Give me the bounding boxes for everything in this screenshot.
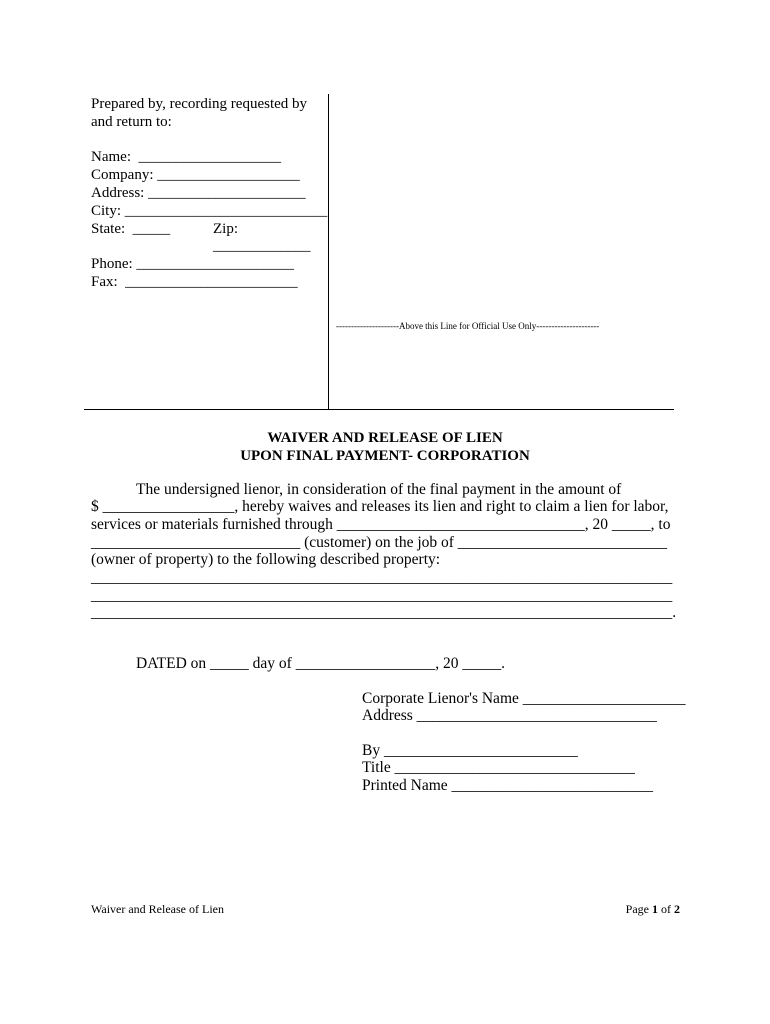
fax-field: Fax: _______________________	[91, 274, 298, 290]
by-signature-field: By _________________________	[362, 742, 578, 759]
body-line-1: The undersigned lienor, in consideration of the final payment in the amount of	[136, 481, 622, 498]
body-line-2: $ _________________, hereby waives and releases its lien and right to claim a lien for labor,	[91, 498, 669, 515]
document-title-line2: UPON FINAL PAYMENT- CORPORATION	[240, 448, 530, 464]
zip-label: Zip:	[213, 221, 238, 237]
corporate-lienor-name-field: Corporate Lienor's Name _____________________	[362, 690, 686, 707]
phone-field: Phone: _____________________	[91, 256, 294, 272]
page-word: Page	[625, 902, 649, 916]
printed-name-field: Printed Name __________________________	[362, 777, 654, 794]
body-line-3: services or materials furnished through ________________________________, 20 _____, to	[91, 516, 671, 533]
prepared-by-line1: Prepared by, recording requested by	[91, 96, 308, 112]
header-horizontal-divider	[84, 409, 674, 410]
total-pages: 2	[674, 902, 680, 916]
lienor-address-field: Address _______________________________	[362, 707, 657, 724]
name-field: Name: ___________________	[91, 149, 281, 165]
zip-field-line: _____________	[213, 238, 311, 254]
company-field: Company: ___________________	[91, 167, 300, 183]
address-field: Address: _____________________	[91, 185, 306, 201]
footer-page-number	[626, 902, 680, 916]
dated-line: DATED on _____ day of __________________, 20 _____.	[136, 655, 505, 672]
prepared-by-line2: and return to:	[91, 114, 172, 130]
current-page: 1	[652, 902, 658, 916]
of-word: of	[661, 902, 671, 916]
title-field: Title _______________________________	[362, 759, 635, 776]
official-use-notice: ---------------------Above this Line for Official Use Only---------------------	[336, 321, 600, 331]
city-field: City: ___________________________	[91, 203, 328, 219]
header-vertical-divider	[328, 94, 329, 410]
body-line-4: ___________________________ (customer) on the job of ___________________________	[91, 534, 668, 551]
property-blank-line-3: ___________________________________________________________________________.	[91, 604, 677, 621]
body-line-5: (owner of property) to the following described property:	[91, 551, 441, 568]
property-blank-line-2: ___________________________________________________________________________	[91, 587, 673, 604]
document-title-line1: WAIVER AND RELEASE OF LIEN	[267, 430, 503, 446]
state-field: State: _____	[91, 221, 171, 237]
property-blank-line-1: ___________________________________________________________________________	[91, 569, 673, 586]
footer-document-name: Waiver and Release of Lien	[91, 902, 224, 916]
